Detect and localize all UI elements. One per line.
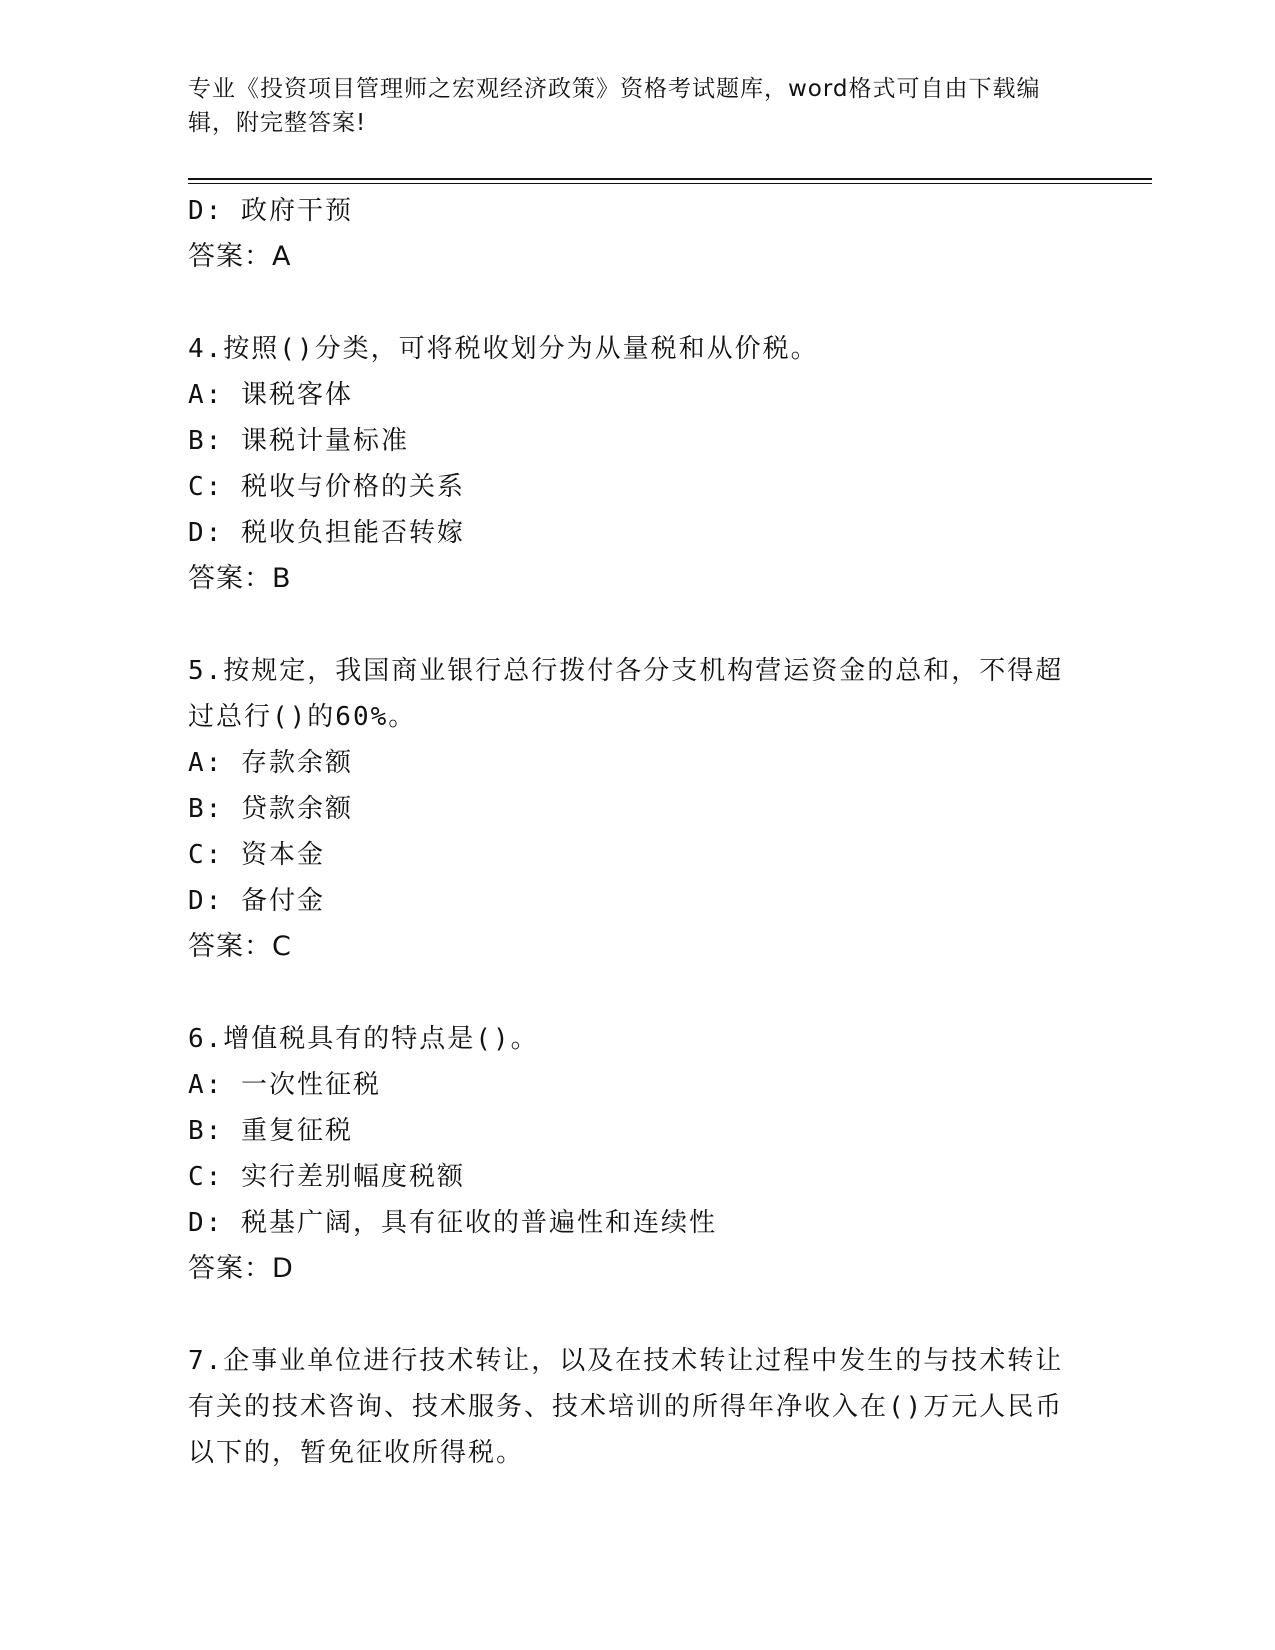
question-stem: 7.企事业单位进行技术转让，以及在技术转让过程中发生的与技术转让有关的技术咨询、技术服务、技术培训的所得年净收入在()万元人民币以下的，暂免征收所得税。 xyxy=(188,1346,1064,1468)
question-list xyxy=(188,188,1068,1476)
option-b: B: 重复征税 xyxy=(188,1116,353,1146)
option-a: A: 课税客体 xyxy=(188,380,353,410)
header-rule-thick xyxy=(188,178,1152,180)
option-d: D: 政府干预 xyxy=(188,196,353,226)
spacer xyxy=(188,280,1068,326)
option-b: B: 贷款余额 xyxy=(188,794,353,824)
option-c: C: 实行差别幅度税额 xyxy=(188,1162,465,1192)
question-block xyxy=(188,648,1068,970)
question-stem: 4.按照()分类，可将税收划分为从量税和从价税。 xyxy=(188,334,819,364)
question-stem: 5.按规定，我国商业银行总行拨付各分支机构营运资金的总和，不得超过总行()的60%。 xyxy=(188,656,1064,732)
answer-line: 答案：B xyxy=(188,563,292,594)
option-d: D: 税基广阔，具有征收的普遍性和连续性 xyxy=(188,1208,717,1238)
spacer xyxy=(188,1292,1068,1338)
answer-line: 答案：A xyxy=(188,241,292,272)
option-a: A: 一次性征税 xyxy=(188,1070,381,1100)
question-block xyxy=(188,1338,1068,1476)
answer-line: 答案：D xyxy=(188,1253,294,1284)
answer-line: 答案：C xyxy=(188,931,292,962)
spacer xyxy=(188,970,1068,1016)
question-block xyxy=(188,326,1068,602)
option-d: D: 备付金 xyxy=(188,886,325,916)
option-b: B: 课税计量标准 xyxy=(188,426,409,456)
header-rule-thin xyxy=(188,183,1152,184)
spacer xyxy=(188,602,1068,648)
document-header: 专业《投资项目管理师之宏观经济政策》资格考试题库，word格式可自由下载编辑，附完整答案! xyxy=(188,76,1041,136)
option-a: A: 存款余额 xyxy=(188,748,353,778)
option-d: D: 税收负担能否转嫁 xyxy=(188,518,465,548)
question-stem: 6.增值税具有的特点是()。 xyxy=(188,1024,539,1054)
option-c: C: 税收与价格的关系 xyxy=(188,472,465,502)
question-block xyxy=(188,1016,1068,1292)
option-c: C: 资本金 xyxy=(188,840,325,870)
